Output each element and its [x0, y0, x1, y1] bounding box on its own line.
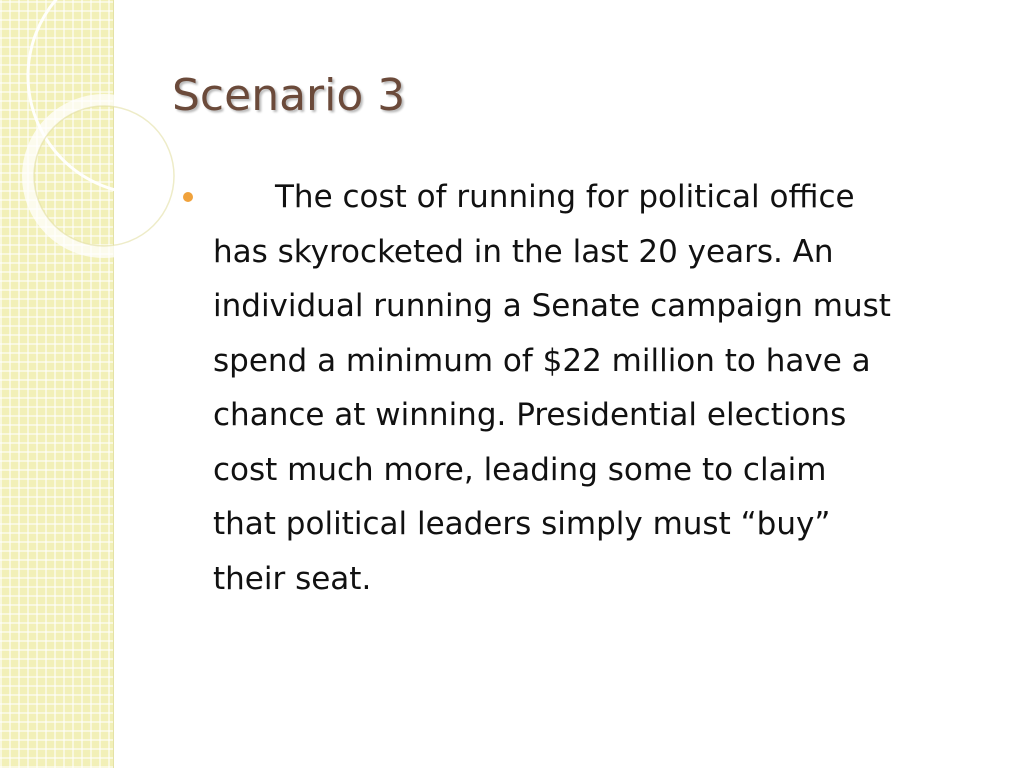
slide-title: Scenario 3 [172, 70, 406, 121]
bullet-text: The cost of running for political office has skyrocketed in the last 20 years. An individual running a Senate campaign must spend a minimum of $22 million to have a chance at winning. Presidential elections cost much more, leading some to claim that political leaders simply must “buy” their seat. [213, 179, 891, 597]
orange-dot-icon [183, 192, 193, 202]
decorative-side-strip [0, 0, 114, 768]
bullet-item [172, 170, 992, 606]
bullet-list [172, 170, 992, 606]
